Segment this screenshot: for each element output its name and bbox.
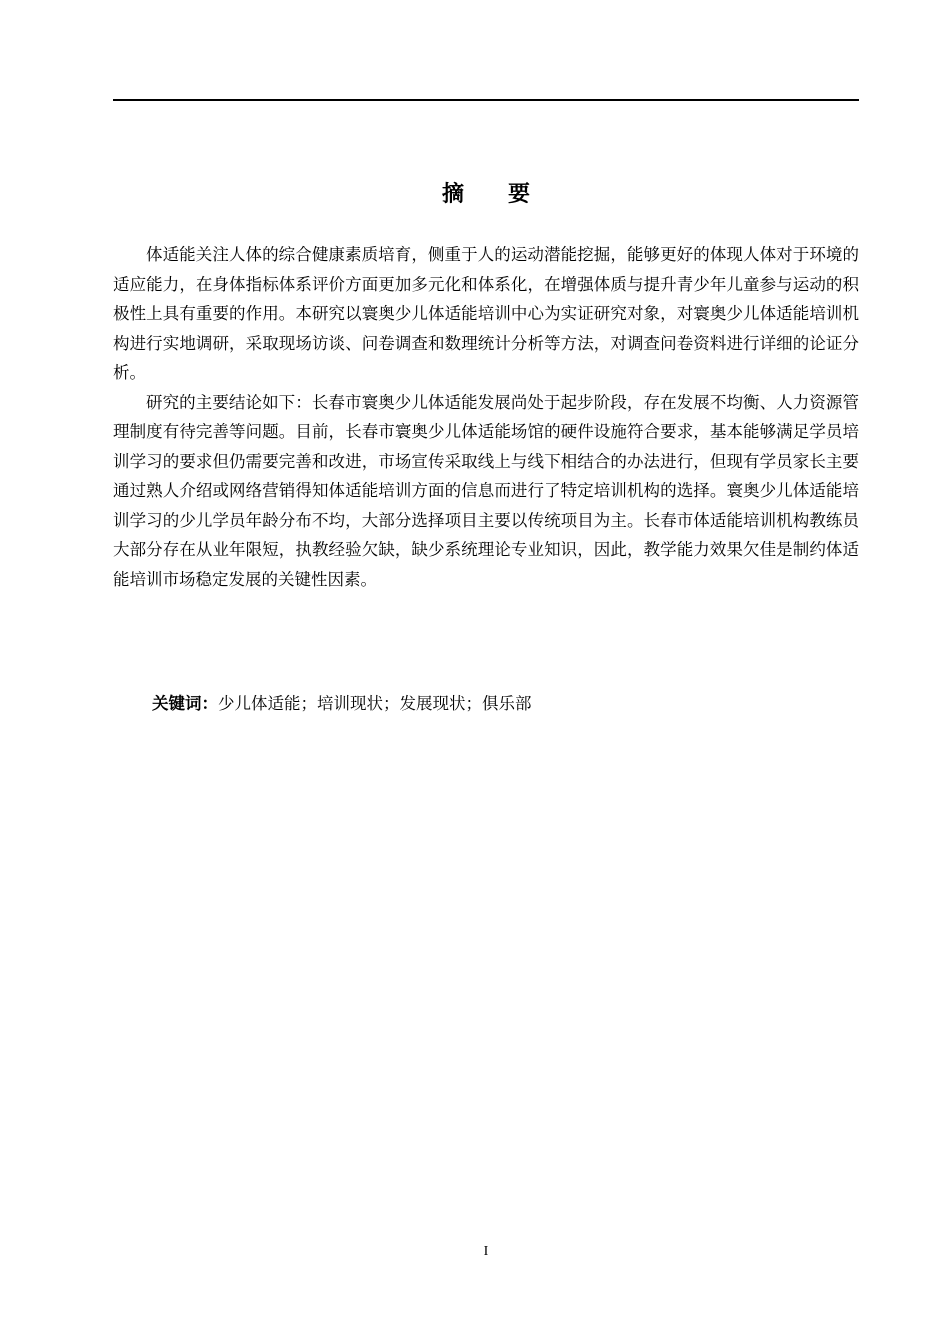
header-rule	[113, 99, 859, 101]
abstract-title-char-1: 摘	[441, 182, 464, 207]
abstract-body	[113, 240, 859, 594]
page-number: I	[483, 1244, 489, 1259]
keywords-label: 关键词：	[152, 694, 218, 713]
keywords-text: 少儿体适能；培训现状；发展现状；俱乐部	[218, 694, 532, 713]
abstract-title	[113, 178, 859, 212]
abstract-paragraph-1: 体适能关注人体的综合健康素质培育，侧重于人的运动潜能挖掘，能够更好的体现人体对于环境的适应能力，在身体指标体系评价方面更加多元化和体系化，在增强体质与提升青少年儿童参与运动的积极性上具有重要的作用。本研究以寰奥少儿体适能培训中心为实证研究对象，对寰奥少儿体适能培训机构进行实地调研，采取现场访谈、问卷调查和数理统计分析等方法，对调查问卷资料进行详细的论证分析。	[113, 245, 859, 382]
abstract-paragraph-2: 研究的主要结论如下：长春市寰奥少儿体适能发展尚处于起步阶段，存在发展不均衡、人力资源管理制度有待完善等问题。目前，长春市寰奥少儿体适能场馆的硬件设施符合要求，基本能够满足学员培训学习的要求但仍需要完善和改进，市场宣传采取线上与线下相结合的办法进行，但现有学员家长主要通过熟人介绍或网络营销得知体适能培训方面的信息而进行了特定培训机构的选择。寰奥少儿体适能培训学习的少儿学员年龄分布不均，大部分选择项目主要以传统项目为主。长春市体适能培训机构教练员大部分存在从业年限短，执教经验欠缺，缺少系统理论专业知识，因此，教学能力效果欠佳是制约体适能培训市场稳定发展的关键性因素。	[113, 392, 859, 589]
keywords-line	[152, 689, 532, 719]
abstract-title-char-2: 要	[508, 182, 531, 207]
